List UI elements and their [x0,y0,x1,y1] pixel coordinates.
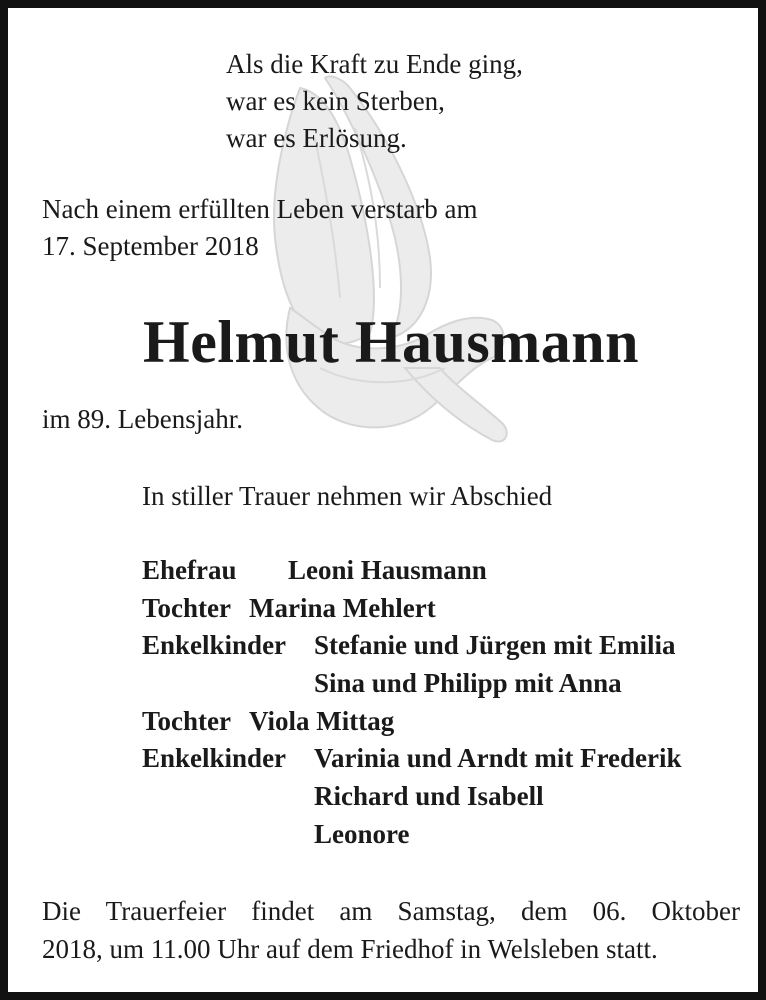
poem-line: war es kein Sterben, [226,86,445,116]
family-names: Sina und Philipp mit Anna [314,668,622,699]
poem-line: war es Erlösung. [226,123,407,153]
family-names: Leoni Hausmann [288,555,487,585]
family-names: Varinia und Arndt mit Frederik [314,743,682,774]
intro-line: Nach einem erfüllten Leben verstarb am [42,194,478,224]
death-announcement [42,191,478,265]
family-names: Richard und Isabell [314,781,544,812]
ceremony-line: Die Trauerfeier findet am Samstag, dem 06. Oktober [42,896,740,926]
death-date: 17. September 2018 [42,231,259,261]
family-names: Viola Mittag [249,705,395,736]
family-relation: Enkelkinder [142,743,287,774]
family-names: Leonore [314,818,410,849]
family-names: Marina Mehlert [249,592,436,623]
deceased-name: Helmut Hausmann [143,309,639,375]
poem-line: Als die Kraft zu Ende ging, [226,49,523,79]
family-names: Stefanie und Jürgen mit Emilia [314,630,676,661]
poem-verse [226,46,523,157]
mourning-line: In stiller Trauer nehmen wir Abschied [142,481,553,511]
family-relation: Enkelkinder [142,630,287,661]
age-text: im 89. Lebensjahr. [42,404,243,434]
ceremony-info [42,892,740,968]
family-relation: Ehefrau [142,555,237,585]
ceremony-line: 2018, um 11.00 Uhr auf dem Friedhof in Welsleben statt. [42,934,658,964]
family-relation: Tochter [142,592,231,623]
family-relation: Tochter [142,705,231,736]
